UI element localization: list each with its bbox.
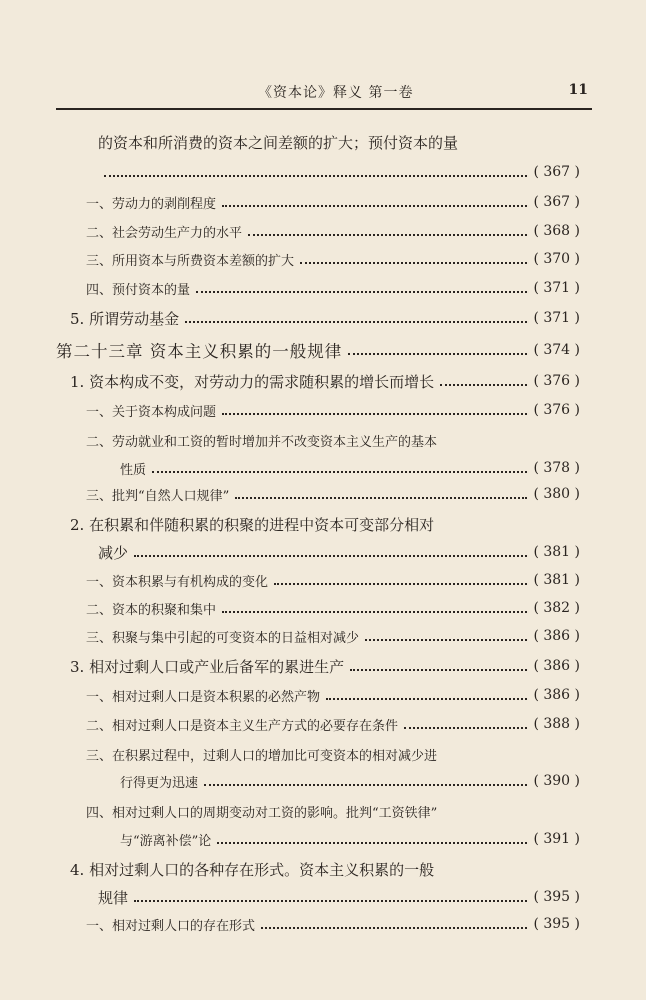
toc-entry-text: 的资本和所消费的资本之间差额的扩大；预付资本的量 bbox=[98, 133, 459, 152]
toc-page-number: ( 381 ) bbox=[533, 572, 580, 588]
toc-entry-text: 第二十三章 资本主义积累的一般规律 bbox=[56, 342, 343, 361]
toc-entry-text: 3. 相对过剩人口或产业后备军的累进生产 bbox=[70, 657, 345, 676]
toc-page-number: ( 382 ) bbox=[533, 600, 580, 616]
leader-dots bbox=[274, 583, 527, 585]
toc-line bbox=[120, 769, 580, 793]
toc-line bbox=[86, 568, 580, 592]
toc-page-number: ( 378 ) bbox=[533, 460, 580, 476]
leader-dots bbox=[248, 234, 527, 236]
toc-line bbox=[86, 712, 580, 736]
toc-entry-text: 减少 bbox=[98, 543, 129, 562]
toc-entry-text: 二、资本的积聚和集中 bbox=[86, 602, 217, 618]
leader-dots bbox=[348, 353, 527, 355]
leader-dots bbox=[235, 497, 527, 499]
toc-line bbox=[120, 456, 580, 480]
toc-entry-text: 规律 bbox=[98, 888, 129, 907]
leader-dots bbox=[222, 205, 527, 207]
leader-dots bbox=[350, 669, 527, 671]
toc-line bbox=[56, 338, 580, 362]
leader-dots bbox=[196, 291, 527, 293]
toc-entry-text: 行得更为迅速 bbox=[120, 775, 199, 791]
toc-entry-text: 5. 所谓劳动基金 bbox=[70, 309, 180, 328]
toc-entry-text: 四、预付资本的量 bbox=[86, 282, 191, 298]
toc-page-number: ( 386 ) bbox=[533, 687, 580, 703]
toc-line bbox=[86, 398, 580, 422]
leader-dots bbox=[217, 842, 527, 844]
running-header bbox=[58, 80, 588, 104]
toc-entry-text: 二、相对过剩人口是资本主义生产方式的必要存在条件 bbox=[86, 718, 399, 734]
leader-dots bbox=[204, 784, 527, 786]
toc-entry-text: 三、所用资本与所费资本差额的扩大 bbox=[86, 253, 295, 269]
toc-line bbox=[86, 912, 580, 936]
toc-line bbox=[70, 654, 580, 678]
leader-dots bbox=[134, 900, 527, 902]
toc-page-number: ( 367 ) bbox=[533, 194, 580, 210]
toc-line bbox=[70, 306, 580, 330]
toc-entry-text: 四、相对过剩人口的周期变动对工资的影响。批判“工资铁律” bbox=[86, 805, 438, 821]
leader-dots bbox=[222, 611, 527, 613]
leader-dots bbox=[134, 555, 527, 557]
toc-page-number: ( 371 ) bbox=[533, 280, 580, 296]
toc-page-number: ( 395 ) bbox=[533, 916, 580, 932]
header-rule bbox=[56, 108, 592, 110]
toc-entry-text: 一、劳动力的剥削程度 bbox=[86, 196, 217, 212]
toc-page-number: ( 380 ) bbox=[533, 486, 580, 502]
running-title: 《资本论》释义 第一卷 bbox=[258, 85, 414, 101]
page-number: 11 bbox=[568, 82, 588, 98]
toc-page-number: ( 370 ) bbox=[533, 251, 580, 267]
leader-dots bbox=[404, 727, 527, 729]
toc-page-number: ( 376 ) bbox=[533, 373, 580, 389]
toc-page-number: ( 367 ) bbox=[533, 164, 580, 180]
toc-entry-text: 与“游离补偿”论 bbox=[120, 833, 212, 849]
toc-line bbox=[70, 369, 580, 393]
toc-entry-text: 二、社会劳动生产力的水平 bbox=[86, 225, 243, 241]
toc-entry-text: 一、相对过剩人口是资本积累的必然产物 bbox=[86, 689, 321, 705]
toc-line bbox=[86, 219, 580, 243]
toc-page-number: ( 386 ) bbox=[533, 658, 580, 674]
leader-dots bbox=[152, 471, 527, 473]
toc-line bbox=[86, 482, 580, 506]
toc-page-number: ( 368 ) bbox=[533, 223, 580, 239]
toc-line bbox=[86, 190, 580, 214]
toc-page-number: ( 386 ) bbox=[533, 628, 580, 644]
toc-entry-text: 一、关于资本构成问题 bbox=[86, 404, 217, 420]
leader-dots bbox=[185, 321, 527, 323]
toc-line bbox=[98, 160, 580, 184]
toc-page-number: ( 395 ) bbox=[533, 889, 580, 905]
toc-entry-text: 三、在积累过程中，过剩人口的增加比可变资本的相对减少进 bbox=[86, 748, 438, 764]
toc-entry-text: 一、资本积累与有机构成的变化 bbox=[86, 574, 269, 590]
toc-page-number: ( 374 ) bbox=[533, 342, 580, 358]
toc-line bbox=[86, 596, 580, 620]
toc-line bbox=[86, 276, 580, 300]
toc-entry-text: 二、劳动就业和工资的暂时增加并不改变资本主义生产的基本 bbox=[86, 434, 438, 450]
toc-entry-text: 三、批判“自然人口规律” bbox=[86, 488, 230, 504]
leader-dots bbox=[104, 175, 527, 177]
toc-page-number: ( 376 ) bbox=[533, 402, 580, 418]
toc-page-number: ( 388 ) bbox=[533, 716, 580, 732]
toc-line bbox=[86, 683, 580, 707]
toc-page-number: ( 371 ) bbox=[533, 310, 580, 326]
toc-line bbox=[86, 624, 580, 648]
toc-page-number: ( 390 ) bbox=[533, 773, 580, 789]
toc-line bbox=[98, 885, 580, 909]
toc-entry-text: 2. 在积累和伴随积累的积聚的进程中资本可变部分相对 bbox=[70, 515, 435, 534]
leader-dots bbox=[261, 927, 527, 929]
toc-page-number: ( 391 ) bbox=[533, 831, 580, 847]
toc-line bbox=[120, 827, 580, 851]
toc-line bbox=[86, 247, 580, 271]
leader-dots bbox=[222, 413, 527, 415]
leader-dots bbox=[365, 639, 527, 641]
leader-dots bbox=[326, 698, 527, 700]
toc-entry-text: 三、积聚与集中引起的可变资本的日益相对减少 bbox=[86, 630, 360, 646]
toc-line bbox=[98, 540, 580, 564]
toc-entry-text: 4. 相对过剩人口的各种存在形式。资本主义积累的一般 bbox=[70, 860, 435, 879]
toc-page-number: ( 381 ) bbox=[533, 544, 580, 560]
leader-dots bbox=[300, 262, 527, 264]
toc-entry-text: 一、相对过剩人口的存在形式 bbox=[86, 918, 256, 934]
leader-dots bbox=[440, 384, 527, 386]
toc-entry-text: 性质 bbox=[120, 462, 147, 478]
toc-entry-text: 1. 资本构成不变，对劳动力的需求随积累的增长而增长 bbox=[70, 372, 435, 391]
